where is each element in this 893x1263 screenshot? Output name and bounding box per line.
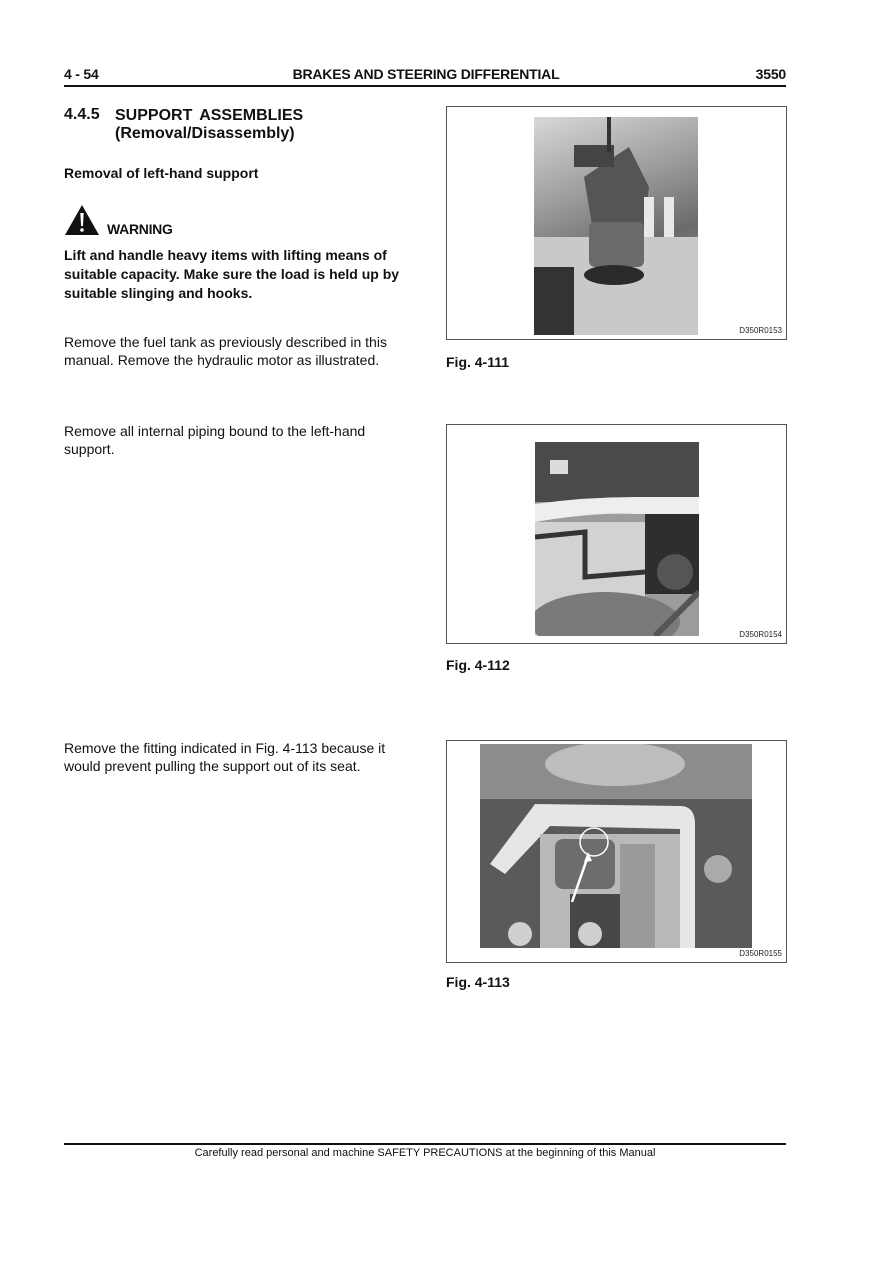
figure-frame [446,740,787,963]
figure-caption: Fig. 4-112 [446,657,510,673]
figure-code: D350R0154 [739,630,782,639]
model-number: 3550 [755,66,786,82]
figure-code: D350R0155 [739,949,782,958]
figure-photo-hydraulic-motor [534,117,698,335]
section-subtitle: (Removal/Disassembly) [115,125,295,142]
instruction-paragraph: Remove all internal piping bound to the left-hand support. [64,423,366,457]
warning-label: WARNING [107,221,173,237]
figure-caption: Fig. 4-111 [446,354,510,370]
instruction-paragraph: Remove the fuel tank as previously described in this manual. Remove the hydraulic motor as illustrated. [64,334,387,368]
figure-photo-fitting [480,744,752,948]
instruction-paragraph: Remove the fitting indicated in Fig. 4-113 because it would prevent pulling the support out of its seat. [64,740,386,774]
footer-safety-note: Carefully read personal and machine SAFETY PRECAUTIONS at the beginning of this Manual [194,1147,656,1159]
figure-photo-internal-piping [535,442,699,636]
page-number: 4 - 54 [64,66,99,82]
warning-text: Lift and handle heavy items with lifting means of suitable capacity. Make sure the load is held up by suitable slinging and hooks. [64,247,400,301]
warning-triangle-icon [64,204,100,236]
footer-divider [64,1143,786,1145]
section-number: 4.4.5 [64,106,100,123]
figure-frame [446,106,787,340]
section-title: SUPPORT ASSEMBLIES [115,107,304,124]
chapter-title: BRAKES AND STEERING DIFFERENTIAL [292,66,560,82]
header-divider [64,85,786,87]
figure-frame [446,424,787,644]
figure-caption: Fig. 4-113 [446,974,510,990]
subheading: Removal of left-hand support [64,165,259,181]
figure-code: D350R0153 [739,326,782,335]
